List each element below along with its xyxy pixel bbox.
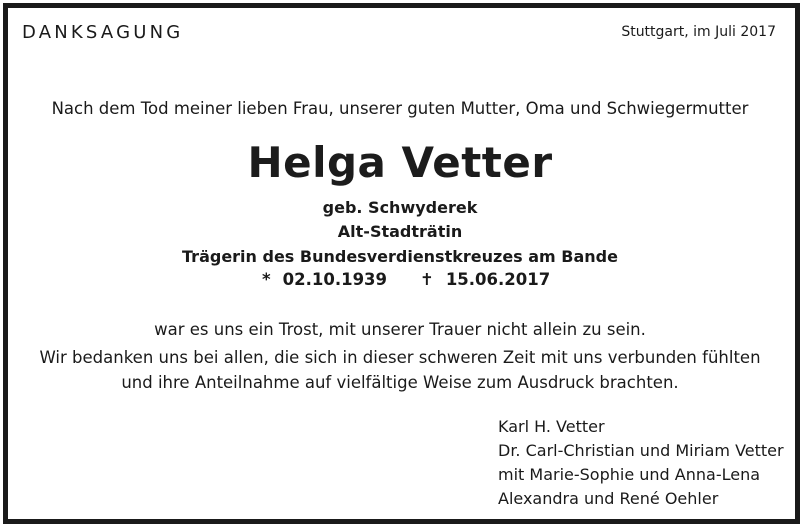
signer-line: Karl H. Vetter [498,417,605,436]
signers-list [498,415,784,511]
deceased-honor: Trägerin des Bundesverdienstkreuzes am Bande [182,247,618,266]
message-line-1: war es uns ein Trost, mit unserer Trauer nicht allein zu sein. [154,320,646,339]
birth-name: geb. Schwyderek [322,198,478,217]
message-line-3: und ihre Anteilnahme auf vielfältige Weise zum Ausdruck brachten. [121,373,679,392]
birth-date-group [262,270,387,289]
place-date: Stuttgart, im Juli 2017 [621,24,776,40]
signer-line: Dr. Carl-Christian und Miriam Vetter [498,441,784,460]
deceased-name: Helga Vetter [247,138,553,187]
death-cross-icon: ✝ [420,270,434,289]
birth-star-icon: * [262,270,271,289]
deceased-title: Alt-Stadträtin [337,222,463,241]
notice-heading: DANKSAGUNG [22,22,184,43]
message-line-2: Wir bedanken uns bei allen, die sich in dieser schweren Zeit mit uns verbunden fühlten [39,348,761,367]
birth-date: 02.10.1939 [282,270,388,289]
signer-line: Alexandra und René Oehler [498,489,719,508]
signer-line: mit Marie-Sophie und Anna-Lena [498,465,761,484]
death-date-group [420,270,550,289]
death-date: 15.06.2017 [445,270,551,289]
intro-text: Nach dem Tod meiner lieben Frau, unserer guten Mutter, Oma und Schwiegermutter [51,99,749,118]
